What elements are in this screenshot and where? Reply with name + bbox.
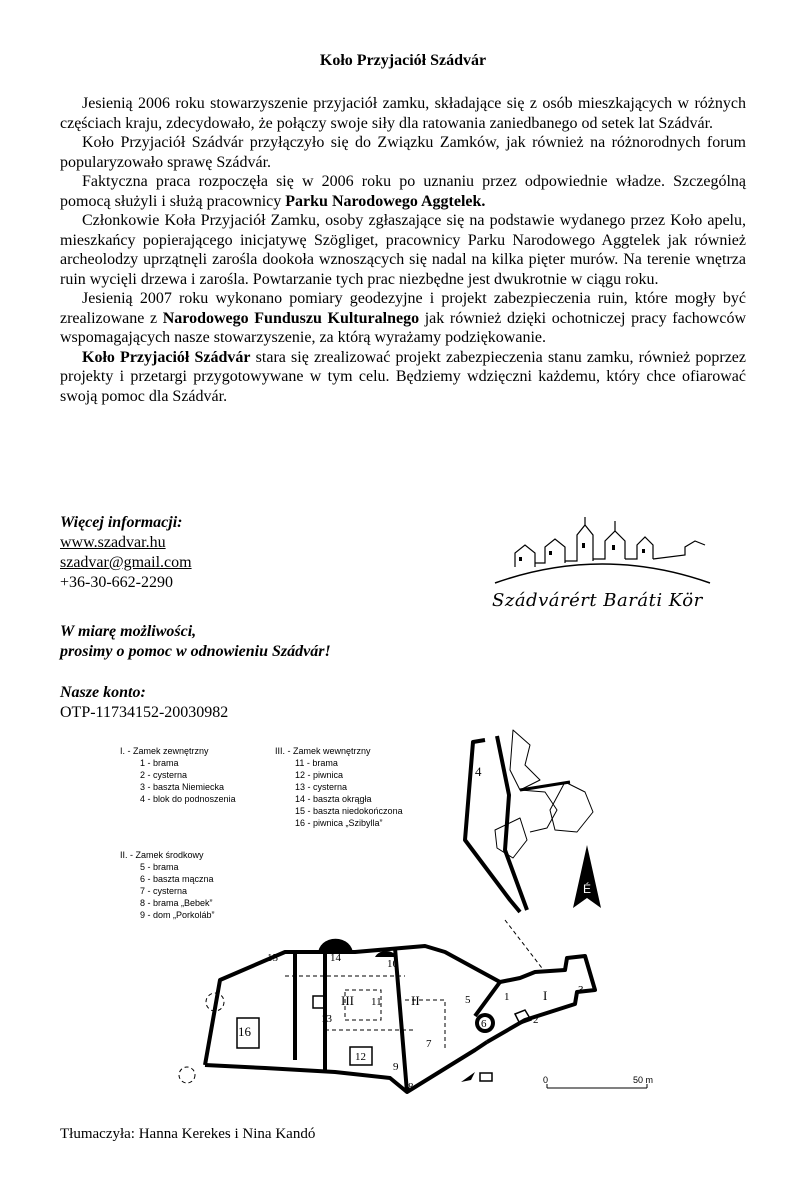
email-link[interactable]: szadvar@gmail.com xyxy=(60,554,192,571)
page-title: Koło Przyjaciół Szádvár xyxy=(319,52,487,69)
legend-item: 15 - baszta niedokończona xyxy=(295,806,403,816)
plan-label: I xyxy=(543,988,548,1003)
contact-heading: Więcej informacji: xyxy=(60,514,183,531)
fund-name: Narodowego Funduszu Kulturalnego xyxy=(162,309,420,327)
legend-title: III. - Zamek wewnętrzny xyxy=(275,746,371,756)
legend-item: 8 - brama „Bebek” xyxy=(140,898,213,908)
plan-label: II xyxy=(411,993,420,1008)
north-label: É xyxy=(583,882,592,896)
paragraph-5 xyxy=(60,289,746,348)
park-name: Parku Narodowego Aggtelek. xyxy=(285,192,486,210)
legend-item: 1 - brama xyxy=(140,758,179,768)
legend-item: 7 - cysterna xyxy=(140,886,188,896)
legend-item: 16 - piwnica „Szibylla” xyxy=(295,818,383,828)
plan-label: 15 xyxy=(267,952,278,964)
account-number: OTP-11734152-20030982 xyxy=(60,704,229,721)
account-heading: Nasze konto: xyxy=(60,684,146,701)
plan-label: 6 xyxy=(481,1018,487,1030)
plan-label: 12 xyxy=(355,1051,366,1063)
plan-label: 10 xyxy=(387,958,398,970)
legend-item: 2 - cysterna xyxy=(140,770,188,780)
paragraph-6-text: stara się zrealizować projekt zabezpieczenia stanu zamku, również poprzez projekty i przetargi przygotowywane w tym celu. Będziemy wdzięczni każdemu, który chce ofiarować swoją pomoc dla Szádvár. xyxy=(60,348,747,405)
entrance-arrow-icon xyxy=(461,1072,475,1082)
society-name: Koło Przyjaciół Szádvár xyxy=(82,348,251,366)
legend-item: 4 - blok do podnoszenia xyxy=(140,794,236,804)
legend-item: 9 - dom „Porkoláb” xyxy=(140,910,215,920)
plan-label: 1 xyxy=(504,991,510,1003)
paragraph-4: Członkowie Koła Przyjaciół Zamku, osoby zgłaszające się na podstawie wydanego przez Koło apelu, mieszkańcy popierającego inicjatywę Szögliget, pracownicy Parku Narodowego Aggtelek jak również archeolodzy uprzątnęli zarośla dookoła wznoszących się nadal na kilka pięter murów. Na terenie wnętrza ruin wycięli drzewa i zarośla. Powtarzanie tych prac niezbędne jest dwukrotnie w ciągu roku. xyxy=(60,212,746,288)
account-block xyxy=(60,683,228,723)
paragraph-3 xyxy=(60,172,746,211)
article-body xyxy=(60,94,746,406)
plan-label: 7 xyxy=(426,1038,432,1050)
appeal-line-1: W miarę możliwości, xyxy=(60,623,197,640)
plan-label: 4 xyxy=(475,764,482,779)
paragraph-1: Jesienią 2006 roku stowarzyszenie przyjaciół zamku, składające się z osób mieszkających w różnych częściach kraju, zdecydowało, że połączy swoje siły dla ratowania zaniedbanego od setek lat Szádvár. xyxy=(60,95,746,132)
contact-block xyxy=(60,513,192,593)
plan-label: III xyxy=(341,993,354,1008)
plan-label: 13 xyxy=(321,1013,332,1025)
legend-item: 13 - cysterna xyxy=(295,782,348,792)
legend-title: I. - Zamek zewnętrzny xyxy=(120,746,209,756)
appeal-line-2: prosimy o pomoc w odnowieniu Szádvár! xyxy=(60,643,331,660)
scale-end-label: 50 m xyxy=(633,1075,654,1085)
paragraph-3-text: Faktyczna praca rozpoczęła się w 2006 roku po uznaniu przez odpowiednie władze. Szczególną pomocą służyli i służą pracownicy xyxy=(60,173,746,210)
website-link[interactable]: www.szadvar.hu xyxy=(60,534,166,551)
plan-label: 11 xyxy=(371,996,382,1008)
plan-label: 14 xyxy=(330,952,341,964)
north-arrow-icon xyxy=(573,845,601,908)
legend-title: II. - Zamek środkowy xyxy=(120,850,204,860)
legend-item: 5 - brama xyxy=(140,862,179,872)
legend-item: 6 - baszta mączna xyxy=(140,874,214,884)
plan-label: 2 xyxy=(533,1014,539,1026)
translator-credit: Tłumaczyła: Hanna Kerekes i Nina Kandó xyxy=(60,1126,316,1142)
castle-ground-plan xyxy=(175,720,715,1120)
paragraph-5-text-c: jak również dzięki ochotniczej pracy fachowców wspomagających nasze stowarzyszenie, za którą wyrażamy podziękowanie. xyxy=(60,309,746,346)
paragraph-2: Koło Przyjaciół Szádvár przyłączyło się do Związku Zamków, jak również na różnorodnych forum popularyzowało sprawę Szádvár. xyxy=(60,134,746,171)
plan-label: 8 xyxy=(408,1081,414,1093)
plan-label: 9 xyxy=(393,1061,399,1073)
legend-item: 14 - baszta okrągła xyxy=(295,794,372,804)
scale-start-label: 0 xyxy=(543,1075,549,1085)
plan-label: 3 xyxy=(578,984,584,996)
paragraph-5-text-a: Jesienią 2007 roku wykonano pomiary geodezyjne i projekt zabezpieczenia ruin, które mogły być zrealizowane z xyxy=(60,290,746,327)
scale-bar-icon xyxy=(547,1084,647,1088)
appeal-block xyxy=(60,622,331,662)
plan-label: 5 xyxy=(465,994,471,1006)
logo-text: Szádvárért Baráti Kör xyxy=(492,590,703,611)
legend-item: 11 - brama xyxy=(295,758,338,768)
plan-label: 16 xyxy=(238,1024,251,1039)
legend-item: 12 - piwnica xyxy=(295,770,344,780)
paragraph-6 xyxy=(60,348,746,407)
phone-number: +36-30-662-2290 xyxy=(60,574,174,591)
legend-item: 3 - baszta Niemiecka xyxy=(140,782,225,792)
